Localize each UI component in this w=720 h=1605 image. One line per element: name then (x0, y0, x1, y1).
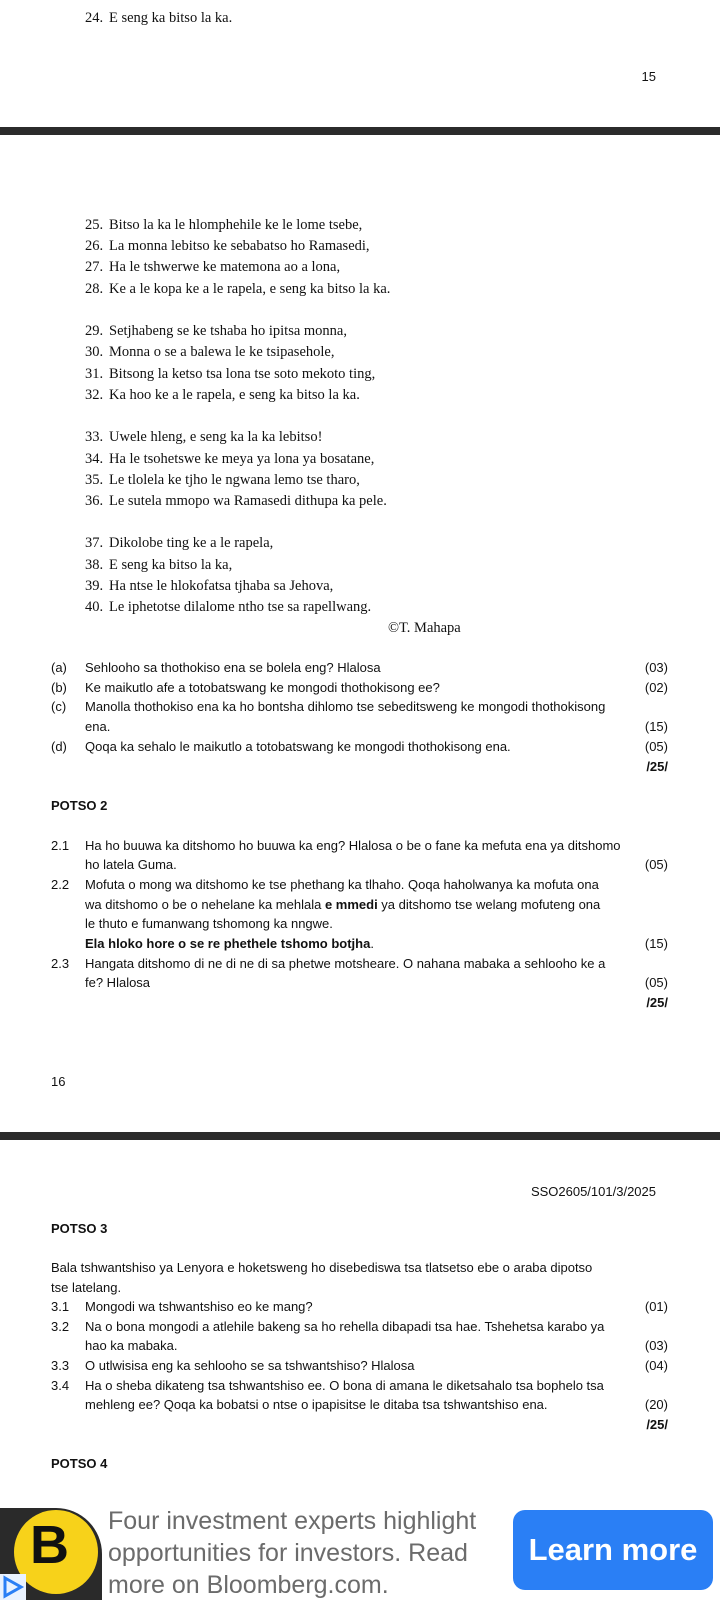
poem-line-text: E seng ka bitso la ka. (109, 10, 233, 26)
poem-line-text: Bitso la ka le hlomphehile ke le lome tsebe, (109, 217, 363, 233)
poem-line (85, 387, 360, 404)
poem-line-text: Dikolobe ting ke a le rapela, (109, 535, 274, 551)
question-text: Na o bona mongodi a atlehile bakeng sa ho rehella dibapadi tsa hae. Tshehetsa karabo ya (85, 1319, 605, 1334)
question-text: fe? Hlalosa (85, 975, 151, 990)
poem-line-number: 38. (85, 557, 104, 573)
question-label: 2.3 (51, 956, 70, 971)
poem-line-text: Ke a le kopa ke a le rapela, e seng ka bitso la ka. (109, 281, 391, 297)
question-text: Hangata ditshomo di ne di ne di sa phetwe motsheare. O nahana mabaka a sehlooho ke a (85, 956, 606, 971)
question-label: 3.3 (51, 1358, 70, 1373)
poem-line (85, 472, 360, 489)
question-text: hao ka mabaka. (85, 1338, 178, 1353)
question-marks: (04) (644, 1358, 668, 1373)
question-label: 2.1 (51, 838, 70, 853)
question-text: Ke maikutlo afe a totobatswang ke mongodi thothokisong ee? (85, 680, 440, 695)
question-note: Ela hloko hore o se re phethele tshomo botjha. (85, 936, 374, 951)
document-code: SSO2605/101/3/2025 (530, 1184, 656, 1199)
poem-line-number: 29. (85, 323, 104, 339)
question-marks: (05) (644, 975, 668, 990)
question-text: wa ditshomo o be o nehelane ka mehlala e mmedi ya ditshomo tse welang mofuteng ona (85, 897, 601, 912)
poem-line-text: Le iphetotse dilalome ntho tse sa rapellwang. (109, 599, 372, 615)
poem-line (85, 578, 333, 595)
poem-line (85, 323, 347, 340)
question-text: O utlwisisa eng ka sehlooho se sa tshwantshiso? Hlalosa (85, 1358, 415, 1373)
poem-line (85, 557, 232, 574)
section-intro-cont: tse latelang. (51, 1280, 122, 1295)
question-label: (d) (51, 739, 67, 754)
poem-line-number: 31. (85, 366, 104, 382)
poem-line-number: 30. (85, 344, 104, 360)
question-marks: (15) (644, 936, 668, 951)
poem-line-text: Ha ntse le hlokofatsa tjhaba sa Jehova, (109, 578, 334, 594)
question-marks: (15) (644, 719, 668, 734)
poem-line-number: 26. (85, 238, 104, 254)
poem-line (85, 344, 334, 361)
poem-line (85, 217, 362, 234)
question-text: Qoqa ka sehalo le maikutlo a totobatswang ke mongodi thothokisong ena. (85, 739, 511, 754)
poem-line-number: 33. (85, 429, 104, 445)
ad-choices-icon[interactable] (0, 1574, 26, 1600)
ad-text[interactable]: Four investment experts highlight opportunities for investors. Read more on Bloomberg.com. (108, 1507, 477, 1599)
question-marks: (20) (644, 1397, 668, 1412)
question-text: Ha o sheba dikateng tsa tshwantshiso ee. O bona di amana le diketsahalo tsa bophelo tsa (85, 1378, 604, 1393)
question-marks: (02) (644, 680, 668, 695)
poem-line-text: Uwele hleng, e seng ka la ka lebitso! (109, 429, 323, 445)
question-text: Mongodi wa tshwantshiso eo ke mang? (85, 1299, 313, 1314)
copyright: ©T. Mahapa (388, 620, 461, 636)
question-label: 3.2 (51, 1319, 70, 1334)
page-divider (0, 127, 720, 135)
question-marks: (05) (644, 857, 668, 872)
poem-line-number: 37. (85, 535, 104, 551)
section-heading: POTSO 2 (51, 798, 108, 813)
learn-more-button[interactable]: Learn more (513, 1510, 713, 1590)
poem-line-text: E seng ka bitso la ka, (109, 557, 233, 573)
poem-line (85, 493, 387, 510)
poem-line-text: Le sutela mmopo wa Ramasedi dithupa ka pele. (109, 493, 387, 509)
question-label: 3.1 (51, 1299, 70, 1314)
question-label: (b) (51, 680, 67, 695)
question-label: 2.2 (51, 877, 70, 892)
page-number: 16 (51, 1074, 66, 1089)
section-total: /25/ (646, 1417, 668, 1432)
question-label: 3.4 (51, 1378, 70, 1393)
section-heading: POTSO 4 (51, 1456, 108, 1471)
question-label: (a) (51, 660, 67, 675)
question-text: Mofuta o mong wa ditshomo ke tse phethang ka tlhaho. Qoqa haholwanya ka mofuta ona (85, 877, 599, 892)
question-text: Manolla thothokiso ena ka ho bontsha dihlomo tse sebeditsweng ke mongodi thothokisong (85, 699, 606, 714)
poem-line-number: 27. (85, 259, 104, 275)
section-heading: POTSO 3 (51, 1221, 108, 1236)
poem-line-number: 39. (85, 578, 104, 594)
question-label: (c) (51, 699, 67, 714)
section-total: /25/ (646, 759, 668, 774)
poem-line-number: 24. (85, 10, 104, 26)
poem-line (85, 366, 375, 383)
emphasis: e mmedi (324, 897, 378, 912)
page-number: 15 (641, 69, 656, 84)
poem-line (85, 429, 322, 446)
poem-line (85, 451, 374, 468)
question-marks: (03) (644, 1338, 668, 1353)
poem-line-text: Bitsong la ketso tsa lona tse soto mekoto ting, (109, 366, 376, 382)
poem-line-text: Le tlolela ke tjho le ngwana lemo tse tharo, (109, 472, 360, 488)
poem-line (85, 238, 370, 255)
poem-line-number: 36. (85, 493, 104, 509)
poem-line (85, 535, 273, 552)
poem-line-number: 32. (85, 387, 104, 403)
poem-line (85, 599, 371, 616)
poem-line-text: Ha le tshwerwe ke matemona ao a lona, (109, 259, 341, 275)
poem-line-text: Monna o se a balewa le ke tsipasehole, (109, 344, 335, 360)
section-intro: Bala tshwantshiso ya Lenyora e hoketsweng ho disebediswa tsa tlatsetso ebe o araba dipotso (51, 1260, 593, 1275)
question-marks: (01) (644, 1299, 668, 1314)
poem-line (85, 281, 390, 298)
question-text: le thuto e fumanwang tshomong ka nngwe. (85, 916, 333, 931)
poem-line (85, 259, 340, 276)
question-text: mehleng ee? Qoqa ka bobatsi o ntse o ipapisitse le ditaba tsa tshwantshiso ena. (85, 1397, 548, 1412)
poem-line-text: La monna lebitso ke sebabatso ho Ramasedi, (109, 238, 370, 254)
poem-line-number: 40. (85, 599, 104, 615)
poem-line (85, 10, 232, 27)
question-text: ho latela Guma. (85, 857, 177, 872)
poem-line-number: 25. (85, 217, 104, 233)
poem-line-number: 34. (85, 451, 104, 467)
question-marks: (03) (644, 660, 668, 675)
poem-line-number: 28. (85, 281, 104, 297)
page-divider (0, 1132, 720, 1140)
question-marks: (05) (644, 739, 668, 754)
question-text: Sehlooho sa thothokiso ena se bolela eng? Hlalosa (85, 660, 381, 675)
poem-line-text: Setjhabeng se ke tshaba ho ipitsa monna, (109, 323, 347, 339)
poem-line-text: Ha le tsohetswe ke meya ya lona ya bosatane, (109, 451, 375, 467)
bloomberg-logo-letter: B (30, 1515, 69, 1575)
question-text: Ha ho buuwa ka ditshomo ho buuwa ka eng? Hlalosa o be o fane ka mefuta ena ya ditshomo (85, 838, 621, 853)
poem-line-text: Ka hoo ke a le rapela, e seng ka bitso la ka. (109, 387, 360, 403)
poem-line-number: 35. (85, 472, 104, 488)
section-total: /25/ (646, 995, 668, 1010)
question-text: ena. (85, 719, 111, 734)
